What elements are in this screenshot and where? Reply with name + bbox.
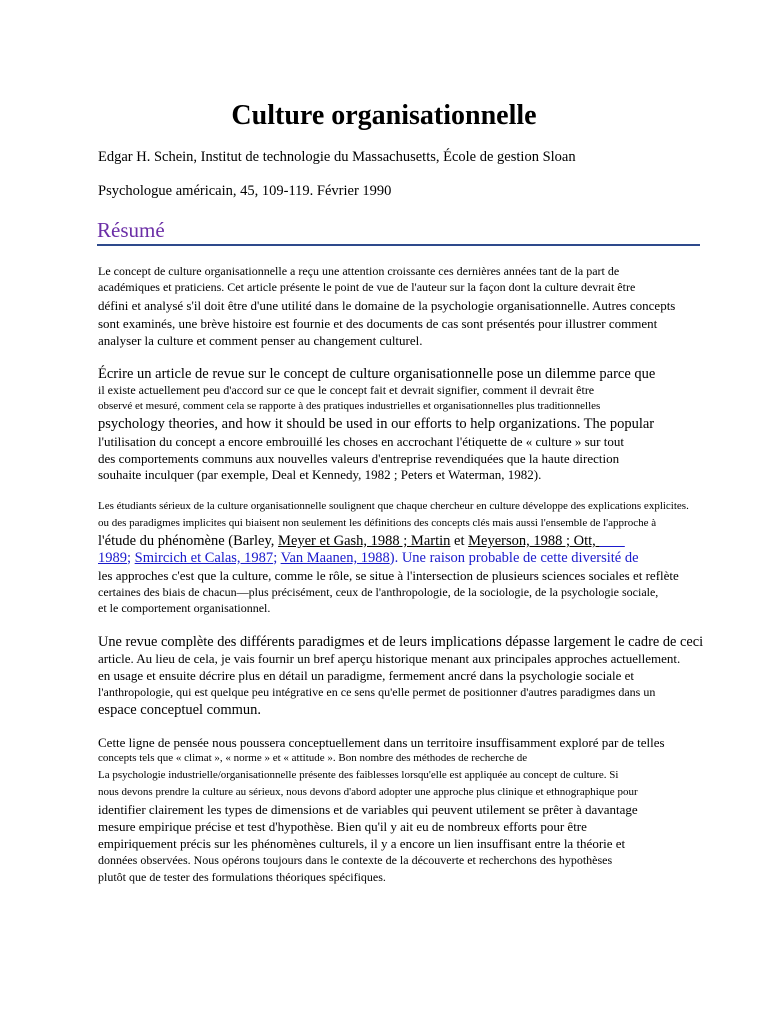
body-line: Une revue complète des différents paradigmes et de leurs implications dépasse largement le cadre de ceci [98, 634, 704, 650]
body-line: en usage et ensuite décrire plus en détail un paradigme, fermement ancré dans la psychologie sociale et [98, 668, 635, 683]
abstract-line: défini et analysé s'il doit être d'une utilité dans le domaine de la psychologie organisationnelle. Autres concepts [98, 298, 676, 313]
body-line: observé et mesuré, comment cela se rapporte à des pratiques industrielles et organisationnelles plus traditionnelles [98, 400, 601, 412]
body-line: plutôt que de tester des formulations théoriques spécifiques. [98, 870, 386, 884]
body-line: empiriquement précis sur les phénomènes culturels, il y a encore un lien insuffisant entre la théorie et [98, 836, 626, 851]
citation-line [98, 550, 639, 567]
body-line: l'anthropologie, qui est quelque peu intégrative en ce sens qu'elle permet de positionner d'autres paradigmes dans un [98, 685, 656, 699]
body-line: La psychologie industrielle/organisationnelle présente des faiblesses lorsqu'elle est appliquée au concept de culture. Si [98, 769, 619, 781]
body-line: et le comportement organisationnel. [98, 601, 271, 615]
document-title: Culture organisationnelle [231, 100, 537, 131]
body-line: identifier clairement les types de dimensions et de variables qui peuvent utilement se prêter à davantage [98, 802, 638, 817]
author-line: Edgar H. Schein, Institut de technologie du Massachusetts, École de gestion Sloan [98, 149, 576, 165]
body-line: Les étudiants sérieux de la culture organisationnelle soulignent que chaque chercheur en culture développe des explications explicites. [98, 500, 689, 512]
section-heading-resume: Résumé [97, 217, 700, 246]
body-text: l'étude du phénomène (Barley, [98, 533, 279, 549]
body-line: les approches c'est que la culture, comme le rôle, se situe à l'intersection de plusieurs sciences sociales et reflète [98, 568, 679, 583]
body-line: article. Au lieu de cela, je vais fournir un bref aperçu historique menant aux principales approches actuellement. [98, 651, 681, 666]
body-text: ; [127, 550, 135, 566]
body-line: données observées. Nous opérons toujours dans le contexte de la découverte et recherchons des hypothèses [98, 853, 613, 867]
body-text: ; [273, 550, 281, 566]
body-line: concepts tels que « climat », « norme » et « attitude ». Bon nombre des méthodes de recherche de [98, 752, 528, 764]
body-line: nous devons prendre la culture au sérieux, nous devons d'abord adopter une approche plus clinique et ethnographique pour [98, 786, 638, 798]
body-line: des comportements communs aux nouvelles valeurs d'entreprise revendiquées que la haute direction [98, 451, 620, 466]
journal-citation: Psychologue américain, 45, 109-119. Février 1990 [98, 183, 392, 199]
body-line: il existe actuellement peu d'accord sur ce que le concept fait et devrait signifier, comment il devrait être [98, 383, 595, 397]
body-line: Cette ligne de pensée nous poussera conceptuellement dans un territoire insuffisamment exploré par de telles [98, 735, 665, 750]
abstract-line: sont examinés, une brève histoire est fournie et des documents de cas sont présentés pour illustrer comment [98, 316, 658, 331]
body-line: certaines des biais de chacun—plus précisément, ceux de l'anthropologie, de la sociologie, de la psychologie sociale, [98, 585, 659, 599]
body-line: mesure empirique précise et test d'hypothèse. Bien qu'il y ait eu de nombreux efforts pour être [98, 819, 587, 834]
body-line: psychology theories, and how it should be used in our efforts to help organizations. The popular [98, 416, 655, 432]
abstract-line: académiques et praticiens. Cet article présente le point de vue de l'auteur sur la façon dont la culture devrait être [98, 280, 636, 294]
citation-link-smircich-calas[interactable]: Smircich et Calas, 1987 [134, 550, 274, 566]
body-text: ). Une raison probable de cette diversité de [389, 550, 639, 566]
abstract-line: Le concept de culture organisationnelle a reçu une attention croissante ces dernières années tant de la part de [98, 264, 620, 278]
citation-link-meyer-gash[interactable]: Meyer et Gash, 1988 ; Martin [278, 533, 451, 549]
body-line: espace conceptuel commun. [98, 702, 262, 718]
citation-line [98, 533, 625, 550]
citation-link-van-maanen[interactable]: Van Maanen, 1988 [280, 550, 390, 566]
body-text: et [450, 533, 469, 549]
body-line: l'utilisation du concept a encore embrouillé les choses en accrochant l'étiquette de « culture » sur tout [98, 434, 624, 449]
citation-link-1989[interactable]: 1989 [98, 550, 127, 566]
body-line: Écrire un article de revue sur le concept de culture organisationnelle pose un dilemme parce que [98, 366, 656, 382]
body-line: souhaite inculquer (par exemple, Deal et Kennedy, 1982 ; Peters et Waterman, 1982). [98, 467, 542, 482]
citation-link-ott[interactable] [599, 533, 624, 549]
body-line: ou des paradigmes implicites qui biaisent non seulement les définitions des concepts clés mais aussi l'ensemble de l'approche à [98, 517, 657, 529]
abstract-line: analyser la culture et comment penser au changement culturel. [98, 333, 423, 348]
citation-link-meyerson[interactable]: Meyerson, 1988 ; Ott, [468, 533, 600, 549]
